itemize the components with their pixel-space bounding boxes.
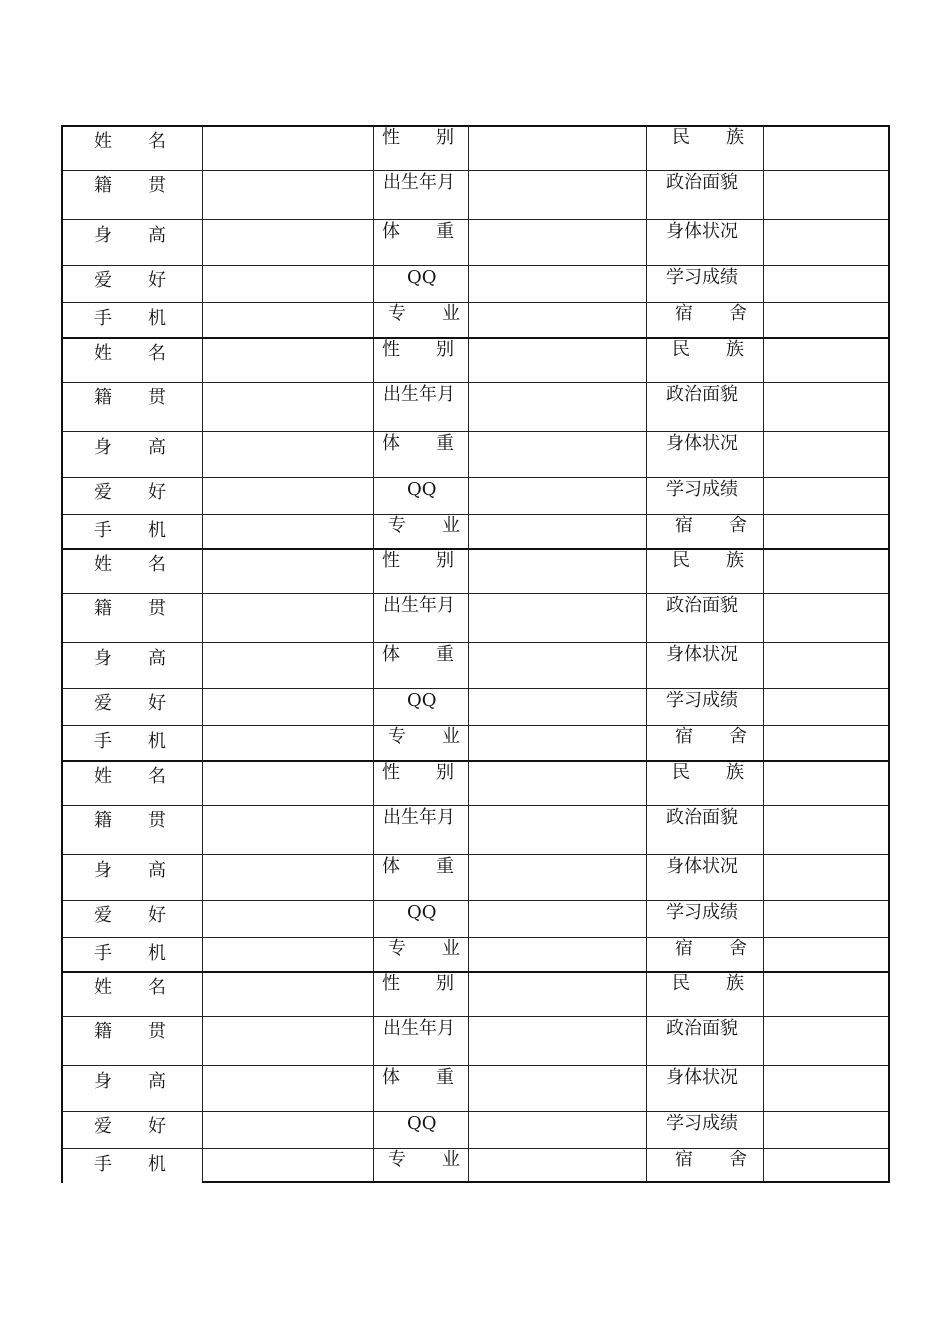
right-border [888, 548, 890, 760]
grades-label: 学习成绩 [666, 479, 738, 500]
qq-label: QQ [407, 267, 437, 288]
grades-label: 学习成绩 [666, 902, 738, 923]
record-block [61, 971, 889, 1183]
dorm-value[interactable] [765, 1150, 886, 1180]
major-value[interactable] [470, 304, 644, 334]
major-value[interactable] [470, 727, 644, 757]
column-divider [646, 548, 647, 760]
grades-value[interactable] [765, 902, 886, 935]
gender-value[interactable] [470, 762, 644, 803]
name-label: 姓 名 [94, 766, 166, 787]
weight-value[interactable] [470, 856, 644, 898]
row-divider [61, 688, 889, 689]
height-label: 身 高 [94, 860, 166, 881]
gender-value[interactable] [470, 339, 644, 380]
column-divider [373, 548, 374, 760]
right-border [888, 971, 890, 1183]
column-divider [646, 337, 647, 549]
weight-label: 体 重 [382, 433, 454, 454]
gender-label: 性 别 [382, 339, 454, 360]
gender-label: 性 别 [382, 762, 454, 783]
record-block [61, 337, 889, 549]
dorm-value[interactable] [765, 727, 886, 757]
political-label: 政治面貌 [666, 1018, 738, 1039]
weight-label: 体 重 [382, 1067, 454, 1088]
ethnicity-label: 民 族 [672, 339, 744, 360]
column-divider [763, 971, 764, 1183]
political-value[interactable] [765, 807, 886, 852]
phone-value[interactable] [204, 516, 371, 546]
right-border [888, 760, 890, 972]
major-label: 专 业 [388, 726, 460, 747]
column-divider [646, 125, 647, 337]
gender-value[interactable] [470, 550, 644, 591]
column-divider [373, 337, 374, 549]
hobby-label: 爱 好 [94, 482, 166, 503]
column-divider [646, 760, 647, 972]
hometown-label: 籍 贯 [94, 387, 166, 408]
hometown-label: 籍 贯 [94, 598, 166, 619]
weight-label: 体 重 [382, 221, 454, 242]
major-label: 专 业 [388, 303, 460, 324]
row-divider [61, 477, 889, 478]
row-divider [61, 937, 889, 938]
health-label: 身体状况 [666, 856, 738, 877]
grades-value[interactable] [765, 690, 886, 723]
row-divider [61, 1016, 889, 1017]
major-value[interactable] [470, 1150, 644, 1180]
weight-value[interactable] [470, 433, 644, 475]
phone-label: 手 机 [94, 520, 166, 541]
left-border [61, 548, 63, 760]
row-divider [61, 854, 889, 855]
qq-label: QQ [407, 690, 437, 711]
column-divider [202, 760, 203, 972]
row-divider [61, 900, 889, 901]
row-divider [61, 1148, 889, 1149]
column-divider [468, 548, 469, 760]
health-value[interactable] [765, 221, 886, 263]
name-value[interactable] [204, 550, 371, 591]
phone-label: 手 机 [94, 308, 166, 329]
row-divider [61, 265, 889, 266]
hometown-label: 籍 贯 [94, 1021, 166, 1042]
weight-label: 体 重 [382, 644, 454, 665]
left-border [61, 337, 63, 549]
weight-value[interactable] [470, 644, 644, 686]
health-label: 身体状况 [666, 644, 738, 665]
row-divider [61, 805, 889, 806]
grades-label: 学习成绩 [666, 1113, 738, 1134]
phone-value[interactable] [204, 1150, 371, 1180]
left-border [61, 971, 63, 1183]
hometown-value[interactable] [204, 384, 371, 429]
row-divider [61, 382, 889, 383]
name-label: 姓 名 [94, 343, 166, 364]
political-value[interactable] [765, 384, 886, 429]
ethnicity-value[interactable] [765, 973, 886, 1014]
ethnicity-value[interactable] [765, 550, 886, 591]
column-divider [373, 971, 374, 1183]
birth-value[interactable] [470, 384, 644, 429]
phone-value[interactable] [204, 939, 371, 969]
name-label: 姓 名 [94, 131, 166, 152]
gender-value[interactable] [470, 127, 644, 168]
hometown-value[interactable] [204, 595, 371, 640]
birth-value[interactable] [470, 807, 644, 852]
hometown-label: 籍 贯 [94, 810, 166, 831]
major-label: 专 业 [388, 938, 460, 959]
birth-value[interactable] [470, 1018, 644, 1063]
qq-value[interactable] [470, 267, 644, 300]
qq-label: QQ [407, 902, 437, 923]
column-divider [202, 337, 203, 549]
major-value[interactable] [470, 939, 644, 969]
column-divider [646, 971, 647, 1183]
grades-value[interactable] [765, 267, 886, 300]
height-value[interactable] [204, 1067, 371, 1109]
record-block [61, 125, 889, 337]
qq-label: QQ [407, 479, 437, 500]
hobby-value[interactable] [204, 690, 371, 723]
dorm-label: 宿 舍 [675, 515, 747, 536]
hobby-label: 爱 好 [94, 905, 166, 926]
political-label: 政治面貌 [666, 595, 738, 616]
gender-label: 性 别 [382, 127, 454, 148]
health-label: 身体状况 [666, 1067, 738, 1088]
health-label: 身体状况 [666, 221, 738, 242]
height-label: 身 高 [94, 225, 166, 246]
row-divider [61, 170, 889, 171]
health-value[interactable] [765, 433, 886, 475]
row-divider [61, 1065, 889, 1066]
ethnicity-value[interactable] [765, 762, 886, 803]
column-divider [763, 125, 764, 337]
name-value[interactable] [204, 339, 371, 380]
phone-value[interactable] [204, 304, 371, 334]
grades-value[interactable] [765, 1113, 886, 1146]
row-divider [61, 725, 889, 726]
hobby-value[interactable] [204, 1113, 371, 1146]
height-value[interactable] [204, 644, 371, 686]
row-divider [61, 219, 889, 220]
height-value[interactable] [204, 856, 371, 898]
political-value[interactable] [765, 595, 886, 640]
height-value[interactable] [204, 433, 371, 475]
column-divider [202, 971, 203, 1183]
dorm-label: 宿 舍 [675, 303, 747, 324]
column-divider [763, 760, 764, 972]
hometown-value[interactable] [204, 807, 371, 852]
column-divider [763, 548, 764, 760]
phone-label: 手 机 [94, 1154, 166, 1175]
health-value[interactable] [765, 856, 886, 898]
column-divider [373, 760, 374, 972]
ethnicity-label: 民 族 [672, 762, 744, 783]
hometown-value[interactable] [204, 172, 371, 217]
qq-value[interactable] [470, 479, 644, 512]
major-label: 专 业 [388, 515, 460, 536]
row-divider [61, 593, 889, 594]
gender-value[interactable] [470, 973, 644, 1014]
ethnicity-label: 民 族 [672, 550, 744, 571]
row-divider [61, 642, 889, 643]
hobby-value[interactable] [204, 267, 371, 300]
hometown-value[interactable] [204, 1018, 371, 1063]
hometown-label: 籍 贯 [94, 175, 166, 196]
column-divider [373, 125, 374, 337]
left-border [61, 125, 63, 337]
weight-value[interactable] [470, 1067, 644, 1109]
hobby-value[interactable] [204, 902, 371, 935]
column-divider [468, 971, 469, 1183]
name-label: 姓 名 [94, 554, 166, 575]
qq-label: QQ [407, 1113, 437, 1134]
record-block [61, 760, 889, 972]
ethnicity-label: 民 族 [672, 127, 744, 148]
weight-label: 体 重 [382, 856, 454, 877]
qq-value[interactable] [470, 902, 644, 935]
name-value[interactable] [204, 762, 371, 803]
height-label: 身 高 [94, 437, 166, 458]
right-border [888, 337, 890, 549]
birth-label: 出生年月 [383, 595, 455, 616]
left-border [61, 760, 63, 972]
grades-label: 学习成绩 [666, 267, 738, 288]
column-divider [468, 760, 469, 972]
ethnicity-value[interactable] [765, 127, 886, 168]
grades-value[interactable] [765, 479, 886, 512]
height-label: 身 高 [94, 1071, 166, 1092]
birth-label: 出生年月 [383, 1018, 455, 1039]
row-divider [61, 514, 889, 515]
row-divider [61, 1111, 889, 1112]
phone-value[interactable] [204, 727, 371, 757]
gender-label: 性 别 [382, 550, 454, 571]
record-block [61, 548, 889, 760]
political-label: 政治面貌 [666, 172, 738, 193]
birth-label: 出生年月 [383, 172, 455, 193]
grades-label: 学习成绩 [666, 690, 738, 711]
birth-label: 出生年月 [383, 384, 455, 405]
row-divider [61, 302, 889, 303]
major-value[interactable] [470, 516, 644, 546]
dorm-value[interactable] [765, 304, 886, 334]
column-divider [202, 548, 203, 760]
birth-value[interactable] [470, 172, 644, 217]
dorm-label: 宿 舍 [675, 938, 747, 959]
political-label: 政治面貌 [666, 807, 738, 828]
name-value[interactable] [204, 127, 371, 168]
qq-value[interactable] [470, 690, 644, 723]
dorm-value[interactable] [765, 516, 886, 546]
row-divider [61, 431, 889, 432]
political-label: 政治面貌 [666, 384, 738, 405]
health-value[interactable] [765, 644, 886, 686]
birth-value[interactable] [470, 595, 644, 640]
gender-label: 性 别 [382, 973, 454, 994]
form-bottom-border [202, 1181, 889, 1183]
major-label: 专 业 [388, 1149, 460, 1170]
column-divider [468, 125, 469, 337]
dorm-label: 宿 舍 [675, 726, 747, 747]
health-label: 身体状况 [666, 433, 738, 454]
hobby-label: 爱 好 [94, 270, 166, 291]
hobby-label: 爱 好 [94, 693, 166, 714]
column-divider [468, 337, 469, 549]
ethnicity-value[interactable] [765, 339, 886, 380]
ethnicity-label: 民 族 [672, 973, 744, 994]
phone-label: 手 机 [94, 943, 166, 964]
hobby-value[interactable] [204, 479, 371, 512]
political-value[interactable] [765, 1018, 886, 1063]
dorm-label: 宿 舍 [675, 1149, 747, 1170]
dorm-value[interactable] [765, 939, 886, 969]
qq-value[interactable] [470, 1113, 644, 1146]
column-divider [763, 337, 764, 549]
birth-label: 出生年月 [383, 807, 455, 828]
name-value[interactable] [204, 973, 371, 1014]
column-divider [202, 125, 203, 337]
weight-value[interactable] [470, 221, 644, 263]
political-value[interactable] [765, 172, 886, 217]
right-border [888, 125, 890, 337]
health-value[interactable] [765, 1067, 886, 1109]
phone-label: 手 机 [94, 731, 166, 752]
name-label: 姓 名 [94, 977, 166, 998]
height-label: 身 高 [94, 648, 166, 669]
hobby-label: 爱 好 [94, 1116, 166, 1137]
height-value[interactable] [204, 221, 371, 263]
